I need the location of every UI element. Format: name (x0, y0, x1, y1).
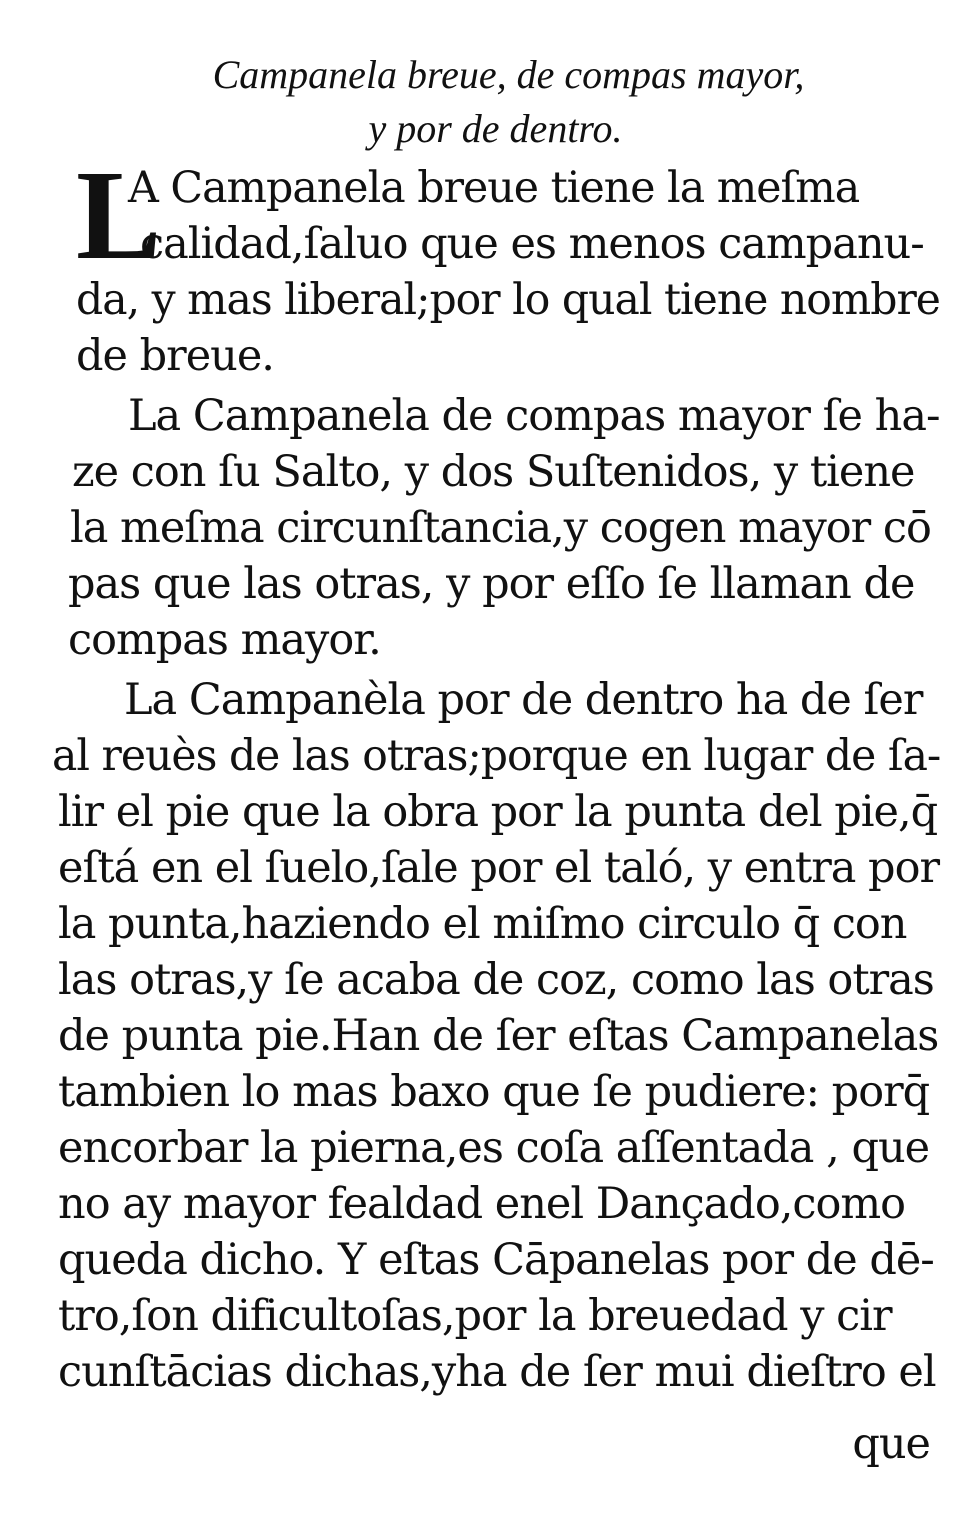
drop-capital: L (76, 144, 162, 286)
text-line: ze con ſu Salto, y dos Suſtenidos, y tiene (72, 447, 915, 497)
text-line: da, y mas liberal;por lo qual tiene nombre (76, 275, 940, 325)
text-line: tro,ſon dificultoſas,por la breuedad y cir (58, 1291, 892, 1341)
text-line: La Campanela de compas mayor ſe ha- (128, 391, 940, 441)
text-line: La Campanèla por de dentro ha de ſer (124, 675, 923, 725)
text-line: tambien lo mas baxo que ſe pudiere: porq̄ (58, 1067, 930, 1117)
text-line: de punta pie.Han de ſer eſtas Campanelas (58, 1011, 939, 1061)
text-line: de breue. (76, 331, 274, 381)
text-line: lir el pie que la obra por la punta del pie,q̄ (58, 787, 938, 837)
section-heading-line-1: Campanela breue, de compas mayor, (212, 52, 805, 97)
catchword: que (852, 1419, 930, 1469)
text-line: encorbar la pierna,es coſa aſſentada , que (58, 1123, 930, 1173)
text-line: al reuès de las otras;porque en lugar de ſa- (52, 731, 941, 781)
section-heading-line-2: y por de dentro. (368, 106, 623, 151)
text-line: queda dicho. Y eſtas Cāpanelas por de dē- (58, 1235, 934, 1285)
text-line: A Campanela breue tiene la meſma (128, 163, 860, 213)
text-line: no ay mayor fealdad enel Dançado,como (58, 1179, 906, 1229)
text-line: eſtá en el ſuelo,ſale por el taló, y entra por (58, 843, 940, 893)
text-line: cunſtācias dichas,yha de ſer mui dieſtro el (58, 1347, 936, 1397)
text-line: la punta,haziendo el miſmo circulo q̄ con (58, 899, 907, 949)
text-line: compas mayor. (68, 615, 381, 665)
text-line: pas que las otras, y por eſſo ſe llaman de (68, 559, 915, 609)
text-line: las otras,y ſe acaba de coz, como las otras (58, 955, 934, 1005)
text-line: la meſma circunſtancia,y cogen mayor cō (70, 503, 931, 553)
text-line: calidad,ſaluo que es menos campanu- (140, 219, 924, 269)
